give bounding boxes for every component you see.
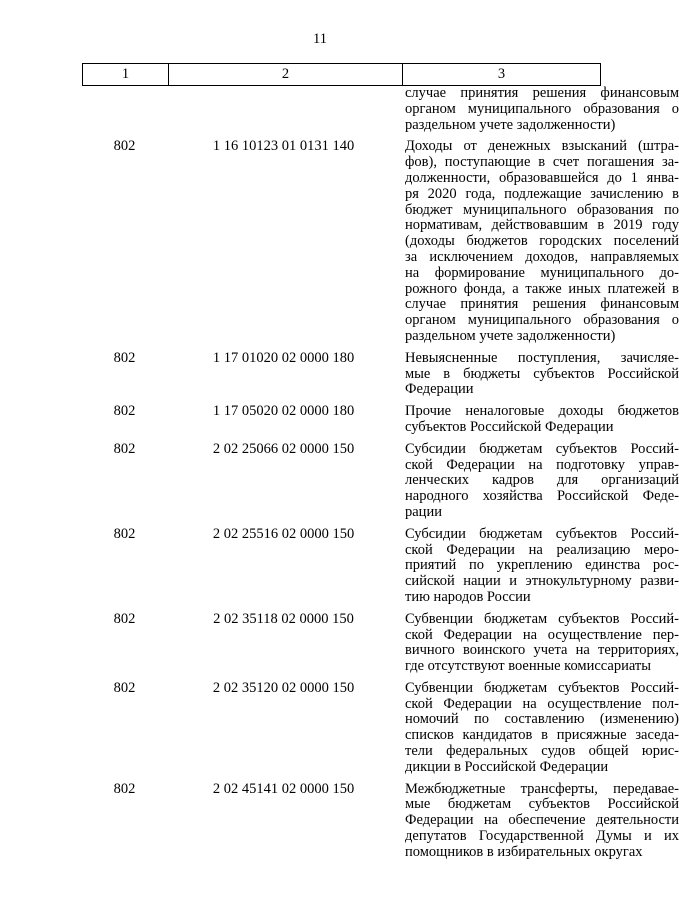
income-description-cell — [405, 404, 679, 436]
admin-code-cell: 802 — [113, 610, 136, 627]
description-line: Субвенции бюджетам субъектов Россий- — [405, 679, 679, 696]
description-line: Субсидии бюджетам субъектов Россий- — [405, 525, 679, 542]
description-line: мые бюджетам субъектов Российской — [405, 796, 679, 813]
description-line: рации — [405, 503, 442, 520]
budget-code-cell: 1 17 01020 02 0000 180 — [212, 349, 355, 366]
description-line: Субвенции бюджетам субъектов Россий- — [405, 610, 679, 627]
table-header — [82, 63, 601, 86]
description-line: народного хозяйства Российской Феде- — [405, 488, 679, 505]
table-row — [82, 780, 679, 861]
description-line: где отсутствуют военные комиссариаты — [405, 658, 652, 675]
table-row — [82, 349, 679, 398]
description-line: органом муниципального образования о — [405, 100, 679, 117]
admin-code-cell: 802 — [113, 780, 136, 797]
description-line: ленческих кадров для организаций — [405, 472, 679, 489]
header-col-2: 2 — [169, 64, 403, 85]
table-row — [82, 610, 679, 675]
description-line: долженности, образовавшейся до 1 янва- — [405, 169, 679, 186]
description-line: за исключением доходов, направляемых — [405, 248, 679, 265]
description-line: депутатов Государственной Думы и их — [405, 828, 679, 845]
description-line: нормативам, действовавшим в 2019 году — [405, 217, 679, 234]
header-col-3: 3 — [497, 66, 506, 82]
description-line: дикции в Российской Федерации — [405, 758, 609, 775]
income-description-cell — [405, 681, 679, 776]
admin-code-cell: 802 — [113, 440, 136, 457]
description-line: органом муниципального образования о — [405, 312, 679, 329]
description-line: фов), поступающие в счет погашения за- — [405, 154, 679, 171]
budget-code-cell: 1 16 10123 01 0131 140 — [212, 138, 355, 155]
table-row — [82, 138, 679, 344]
income-description-cell — [405, 139, 679, 344]
description-line: Доходы от денежных взысканий (штра- — [405, 138, 679, 155]
description-line: тели федеральных судов общей юрис- — [405, 743, 679, 760]
description-line: вичного воинского учета на территориях, — [405, 642, 679, 659]
budget-code-cell: 2 02 25066 02 0000 150 — [212, 440, 355, 457]
description-line: Федерации на обеспечение деятельности — [405, 812, 679, 829]
description-line: ской Федерации на реализацию меро- — [405, 541, 679, 558]
description-line: номочий по составлению (изменению) — [405, 711, 679, 728]
description-line: ской Федерации на подготовку управ- — [405, 456, 679, 473]
description-line: Межбюджетные трансферты, передавае- — [405, 780, 679, 797]
admin-code-cell: 802 — [113, 349, 136, 366]
description-line: приятий по укреплению единства рос- — [405, 557, 679, 574]
header-col-1: 1 — [83, 64, 169, 85]
description-line: раздельном учете задолженности) — [405, 327, 616, 344]
description-line: субъектов Российской Федерации — [405, 418, 614, 435]
description-line: Прочие неналоговые доходы бюджетов — [405, 403, 679, 420]
income-description-cell — [405, 86, 679, 133]
admin-code-cell: 802 — [113, 138, 136, 155]
income-description-cell — [405, 351, 679, 398]
income-description-cell — [405, 612, 679, 675]
description-line: раздельном учете задолженности) — [405, 116, 616, 133]
description-line: Невыясненные поступления, зачисляе- — [405, 349, 679, 366]
description-line: сийской нации и этнокультурному разви- — [405, 573, 679, 590]
description-line: тию народов России — [405, 588, 531, 605]
income-description-cell — [405, 782, 679, 861]
description-line: бюджет муниципального образования по — [405, 201, 679, 218]
description-line: ской Федерации на осуществление пер- — [405, 626, 679, 643]
description-line: случае принятия решения финансовым — [405, 296, 679, 313]
income-description-cell — [405, 442, 679, 521]
description-line: на формирование муниципального до- — [405, 264, 679, 281]
income-description-cell — [405, 527, 679, 606]
admin-code-cell: 802 — [113, 525, 136, 542]
budget-code-cell: 2 02 25516 02 0000 150 — [212, 525, 355, 542]
description-line: ской Федерации на осуществление пол- — [405, 695, 679, 712]
budget-code-cell — [167, 86, 400, 133]
table-body — [82, 85, 679, 861]
table-row — [82, 525, 679, 606]
description-line: Субсидии бюджетам субъектов Россий- — [405, 440, 679, 457]
admin-code-cell — [82, 86, 167, 133]
table-row — [82, 403, 679, 436]
description-line: Федерации — [405, 381, 474, 398]
table-row — [82, 679, 679, 776]
admin-code-cell: 802 — [113, 679, 136, 696]
table-row — [82, 440, 679, 521]
admin-code-cell: 802 — [113, 403, 136, 420]
budget-code-cell: 2 02 35120 02 0000 150 — [212, 679, 355, 696]
description-line: списков кандидатов в присяжные заседа- — [405, 727, 679, 744]
description-line: случае принятия решения финансовым — [405, 85, 679, 101]
description-line: помощников в избирательных округах — [405, 843, 643, 860]
description-line: мые в бюджеты субъектов Российской — [405, 365, 679, 382]
description-line: (доходы бюджетов городских поселений — [405, 233, 679, 250]
budget-code-cell: 1 17 05020 02 0000 180 — [212, 403, 355, 420]
budget-code-cell: 2 02 35118 02 0000 150 — [213, 610, 354, 627]
table-row — [82, 85, 679, 133]
description-line: ря 2020 года, подлежащие зачислению в — [405, 185, 679, 202]
budget-code-cell: 2 02 45141 02 0000 150 — [212, 780, 355, 797]
page-number: 11 — [313, 31, 327, 47]
description-line: рожного фонда, а также иных платежей в — [405, 280, 679, 297]
